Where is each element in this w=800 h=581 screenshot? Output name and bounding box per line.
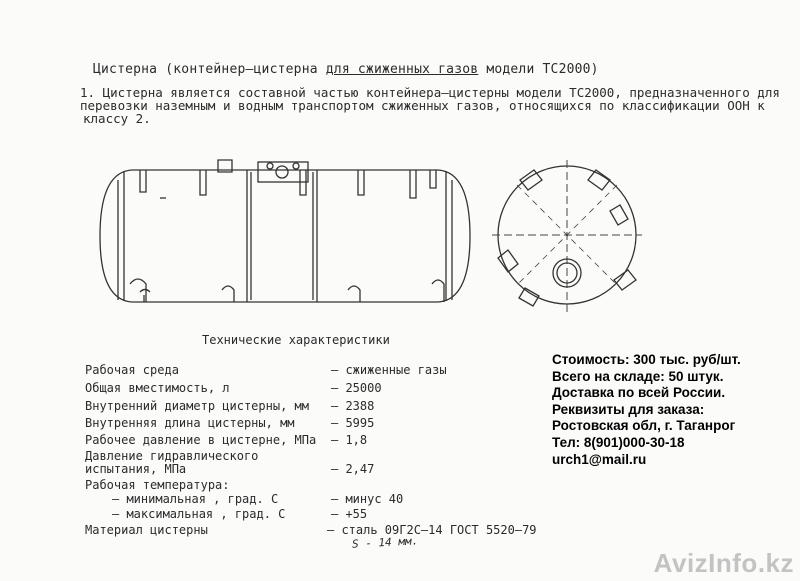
sales-info <box>552 352 741 468</box>
spec-label: испытания, МПа <box>85 462 187 476</box>
spec-label: Рабочая температура: <box>85 478 230 492</box>
description-line: перевозки наземным и водным транспортом сжиженных газов, относящихся по классификации ООН к <box>80 98 765 113</box>
spec-label: – минимальная , град. С <box>112 492 279 506</box>
spec-heading: Технические характеристики <box>202 333 390 347</box>
description-line: 1. Цистерна является составной частью контейнера–цистерны модели ТС2000, предназначенного для <box>80 85 780 100</box>
spec-label: – максимальная , град. С <box>112 507 286 521</box>
spec-label: Материал цистерны <box>85 523 208 537</box>
title-underlined: для сжиженных газов <box>325 62 479 77</box>
delivery-text: Доставка по всей России. <box>552 385 726 401</box>
spec-value: – 5995 <box>331 416 375 430</box>
watermark: AvizInfo.kz <box>653 548 794 578</box>
email-link[interactable]: urch1@mail.ru <box>552 451 647 467</box>
spec-label: Давление гидравлического <box>85 449 259 463</box>
tank-side-view <box>100 160 470 302</box>
spec-value: – 2388 <box>331 399 375 413</box>
spec-label: Рабочая среда <box>85 363 179 377</box>
tank-end-view <box>492 160 642 312</box>
title-suffix: модели ТС2000) <box>478 62 599 77</box>
spec-value: – 2,47 <box>331 462 375 476</box>
spec-value: – 1,8 <box>331 433 368 447</box>
title-prefix: Цистерна (контейнер–цистерна <box>93 62 326 77</box>
spec-label: Внутренний диаметр цистерны, мм <box>85 399 309 413</box>
spec-label: Рабочее давление в цистерне, МПа <box>85 433 317 447</box>
description-line: классу 2. <box>83 111 151 126</box>
stock-text: Всего на складе: 50 штук. <box>552 368 724 384</box>
spec-value: – минус 40 <box>331 492 404 506</box>
spec-value: – сталь 09Г2С–14 ГОСТ 5520–79 <box>327 523 537 537</box>
spec-label: Общая вместимость, л <box>85 381 230 395</box>
handwritten-note: S - 14 мм. <box>351 534 419 551</box>
location-text: Ростовская обл, г. Таганрог <box>552 418 736 434</box>
spec-value: – +55 <box>331 507 368 521</box>
price-text: Стоимость: 300 тыс. руб/шт. <box>552 352 741 367</box>
phone-text[interactable]: Тел: 8(901)000-30-18 <box>552 434 685 450</box>
spec-label: Внутренняя длина цистерны, мм <box>85 416 295 430</box>
spec-value: – 25000 <box>331 381 382 395</box>
requisites-text: Реквизиты для заказа: <box>552 401 705 417</box>
spec-value: – сжиженные газы <box>331 363 447 377</box>
